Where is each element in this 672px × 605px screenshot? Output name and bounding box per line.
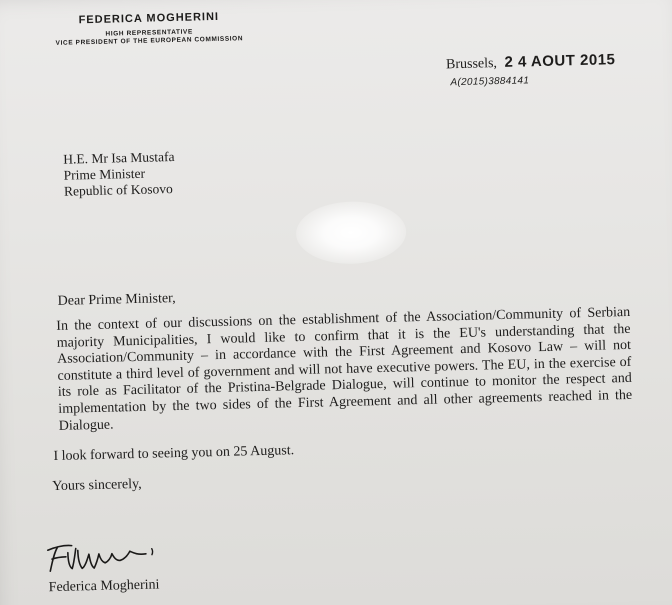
closing-line: I look forward to seeing you on 25 August. bbox=[53, 443, 295, 465]
letterhead-role-secondary: VICE PRESIDENT OF THE EUROPEAN COMMISSION bbox=[55, 35, 244, 47]
recipient-block bbox=[63, 149, 175, 200]
salutation: Dear Prime Minister, bbox=[57, 291, 176, 309]
reference-number: A(2015)3884141 bbox=[450, 75, 530, 89]
body-paragraph: In the context of our discussions on the establishment of the Association/Community of Serbian majority Municipalities, I would like to confirm that it is the EU's understanding that the Association/Community – in accordance with the First Agreement and Kosovo Law – will not constitute a third level of government and will not have executive powers. The EU, in the exercise of its role as Facilitator of the Pristina-Belgrade Dialogue, will continue to monitor the respect and implementation by the two sides of the First Agreement and all other agreements reached in the Dialogue. bbox=[56, 304, 633, 434]
signoff: Yours sincerely, bbox=[52, 476, 142, 495]
letterhead bbox=[49, 10, 250, 47]
letterhead-name: FEDERICA MOGHERINI bbox=[78, 10, 220, 27]
handwritten-signature bbox=[42, 538, 163, 577]
date-stamp: 2 4 AOUT 2015 bbox=[504, 51, 616, 71]
signer-name: Federica Mogherini bbox=[48, 577, 160, 596]
recipient-name: H.E. Mr Isa Mustafa bbox=[63, 148, 175, 167]
recipient-title: Prime Minister bbox=[63, 165, 146, 183]
dateline-city: Brussels, bbox=[445, 56, 498, 73]
recipient-country: Republic of Kosovo bbox=[63, 181, 173, 199]
dateline bbox=[446, 51, 616, 73]
letterhead-role: HIGH REPRESENTATIVE bbox=[105, 28, 193, 38]
